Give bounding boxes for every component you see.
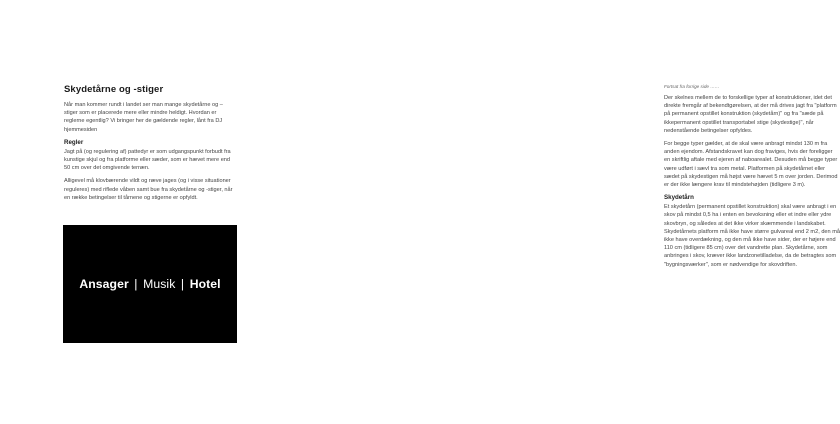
left-page bbox=[0, 0, 300, 424]
skydetaarn-heading: Skydetårn bbox=[664, 194, 694, 202]
ad-word-musik: Musik bbox=[143, 277, 176, 291]
continued-caption: Fortsat fra forrige side …… bbox=[664, 84, 720, 89]
right-page bbox=[300, 0, 840, 424]
rules-paragraph-2: Alligevel må klovbærende vildt og ræve jages (og i visse situationer reguleres) med riflede våben samt bue fra skydetårne og -stiger, når en række betingelser til tårnene og stigerne er opfyldt. bbox=[64, 178, 233, 201]
rules-heading: Regler bbox=[64, 138, 84, 146]
article-title: Skydetårne og -stiger bbox=[64, 84, 164, 95]
advertisement-text bbox=[79, 277, 220, 291]
ad-separator: | bbox=[134, 277, 138, 291]
right-paragraph-2: For begge typer gælder, at de skal være anbragt mindst 130 m fra anden ejendom. Afstandskravet kan dog fraviges, hvis der foreligger en skriftlig aftale med ejeren af naboarealet. Desuden må begge typer være udført i sævl tra som metal. Platformen på skydetårnet eller sædet på skydestigen må højst være hævet 5 m over jorden. Derimod er der ikke længere krav til mindstehøjden (tidligere 3 m). bbox=[664, 141, 838, 189]
left-column bbox=[64, 84, 234, 207]
right-paragraph-1: Der skelnes mellem de to forskellige typer af konstruktioner, idet det direkte fremgår af bekendtgørelsen, at der må drives jagt fra "platform på permanent opstillet konstruktion (skydetårn)" og fra "sæde på ikkepermanent opstillet transportabel stige (skydestige)", når nedenstående betingelser opfyldes. bbox=[664, 95, 837, 134]
right-paragraph-3: Et skydetårn (permanent opstillet konstruktion) skal være anbragt i en skov på mindst 0,5 ha i enten en bevoksning eller et indre eller ydre skovbryn, og således at det ikke virker skæmmende i landskabet. Skydetårnets platform må ikke have større gulvareal end 2 m2, den må ikke have overdækning, og den må ikke have sider, der er højere end 110 cm (tidligere 85 cm) over det vandrette plan. Skydetårne, som anbringes i skov, kræver ikke landzonetilladelse, da de betragtes som "bygningsværker", som er nødvendige for skovdriften. bbox=[664, 204, 840, 268]
ad-word-hotel: Hotel bbox=[189, 277, 221, 291]
right-column bbox=[664, 84, 840, 274]
advertisement-box bbox=[63, 225, 237, 343]
rules-paragraph-1: Jagt på (og regulering af) pattedyr er som udgangspunkt forbudt fra kunstige skjul og fra platforme eller sæder, som er hævet mere end 50 cm over det omgivende terræn. bbox=[64, 148, 231, 172]
intro-paragraph: Når man kommer rundt i landet ser man mange skydetårne og –stiger som er placerede mere eller mindre heldigt. Hvordan er reglerne egentlig? Vi bringer her de gældende regler, lånt fra DJ hjemmesiden bbox=[64, 102, 223, 133]
ad-separator: | bbox=[180, 277, 185, 291]
ad-word-ansager: Ansager bbox=[79, 277, 129, 291]
